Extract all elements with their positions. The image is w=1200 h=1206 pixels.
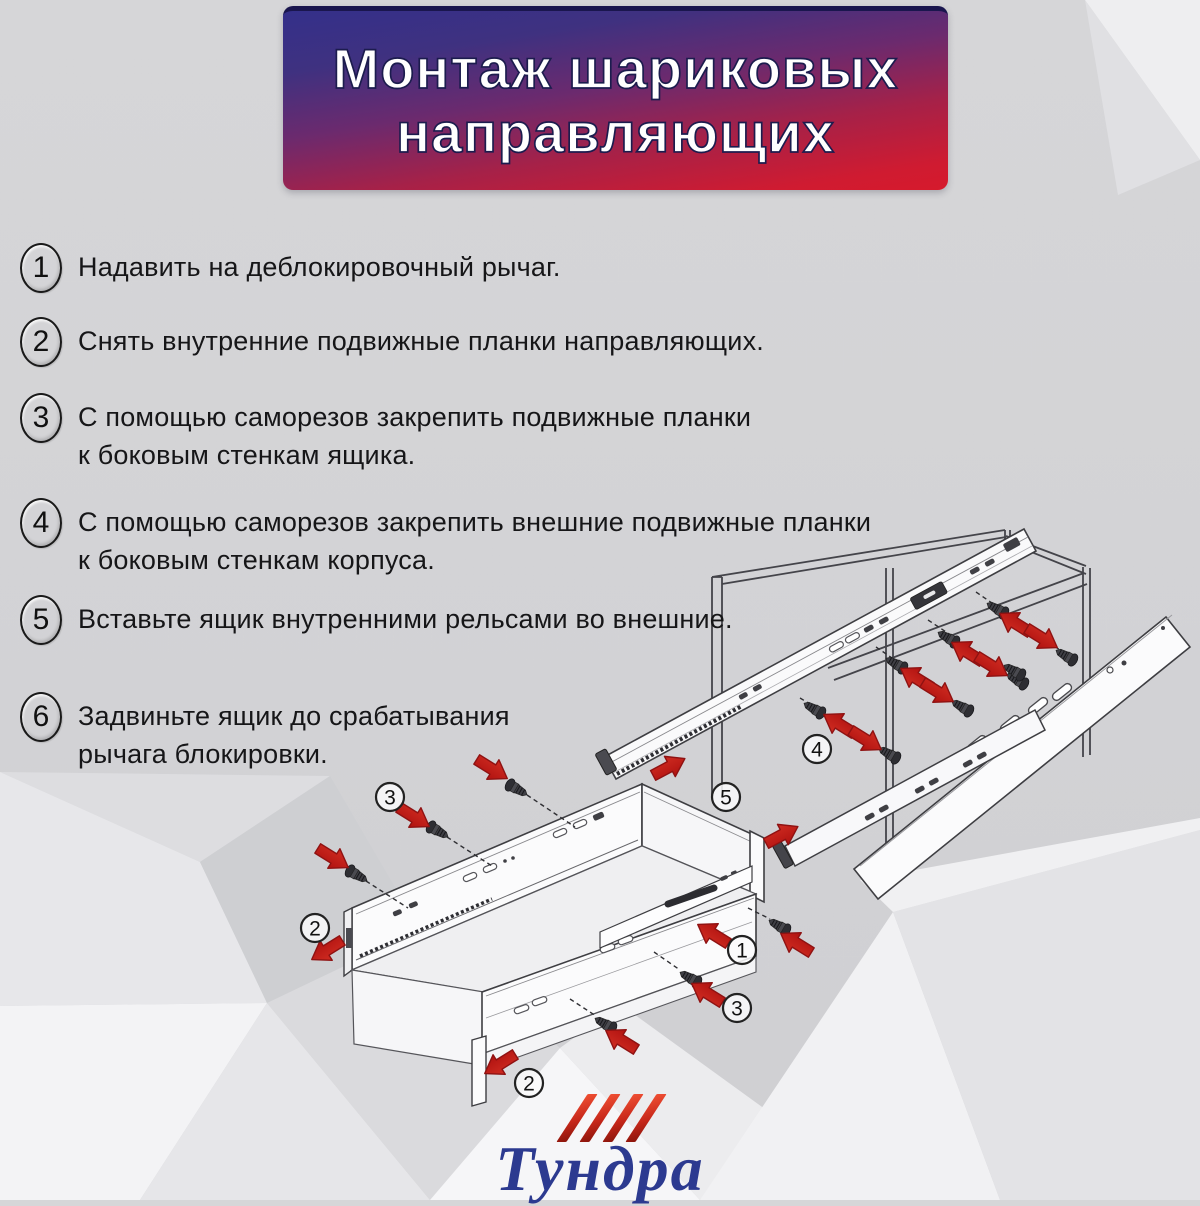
svg-text:5: 5	[720, 786, 732, 810]
step-number-badge: 2	[20, 317, 62, 367]
step-text: Задвиньте ящик до срабатывания	[78, 701, 510, 731]
svg-text:2: 2	[523, 1072, 535, 1096]
svg-text:3: 3	[731, 997, 743, 1021]
diagram-callout-2	[301, 914, 329, 942]
diagram-callout-1	[728, 936, 756, 964]
screw-icon	[503, 777, 530, 800]
step-text: рычага блокировки.	[78, 739, 328, 769]
title-banner	[283, 6, 948, 190]
step-number-badge: 4	[20, 498, 62, 548]
step-number-badge: 5	[20, 595, 62, 645]
diagram-callout-3b	[723, 994, 751, 1022]
logo-text: Тундра	[495, 1133, 705, 1204]
step-text: Вставьте ящик внутренними рельсами во внешние.	[78, 604, 733, 634]
step-text: к боковым стенкам ящика.	[78, 440, 416, 470]
svg-text:1: 1	[736, 939, 748, 963]
svg-text:3: 3	[384, 786, 396, 810]
step-text: Надавить на деблокировочный рычаг.	[78, 252, 561, 282]
diagram-callout-3	[376, 783, 404, 811]
diagram-callout-2b	[515, 1069, 543, 1097]
step-text: Снять внутренние подвижные планки направляющих.	[78, 326, 764, 356]
svg-text:2: 2	[309, 917, 321, 941]
step-number-badge: 3	[20, 393, 62, 443]
step-text: к боковым стенкам корпуса.	[78, 545, 435, 575]
step-text: С помощью саморезов закрепить внешние подвижные планки	[78, 507, 872, 537]
step-number-badge: 6	[20, 692, 62, 742]
step-text: С помощью саморезов закрепить подвижные планки	[78, 402, 752, 432]
step-number-badge: 1	[20, 243, 62, 293]
diagram-callout-5	[712, 783, 740, 811]
page-title-line1: Монтаж шариковых	[332, 36, 899, 100]
diagram-callout-4	[803, 735, 831, 763]
page-title-line2: направляющих	[396, 100, 835, 164]
svg-text:4: 4	[811, 738, 823, 762]
screw-icon	[801, 698, 828, 721]
